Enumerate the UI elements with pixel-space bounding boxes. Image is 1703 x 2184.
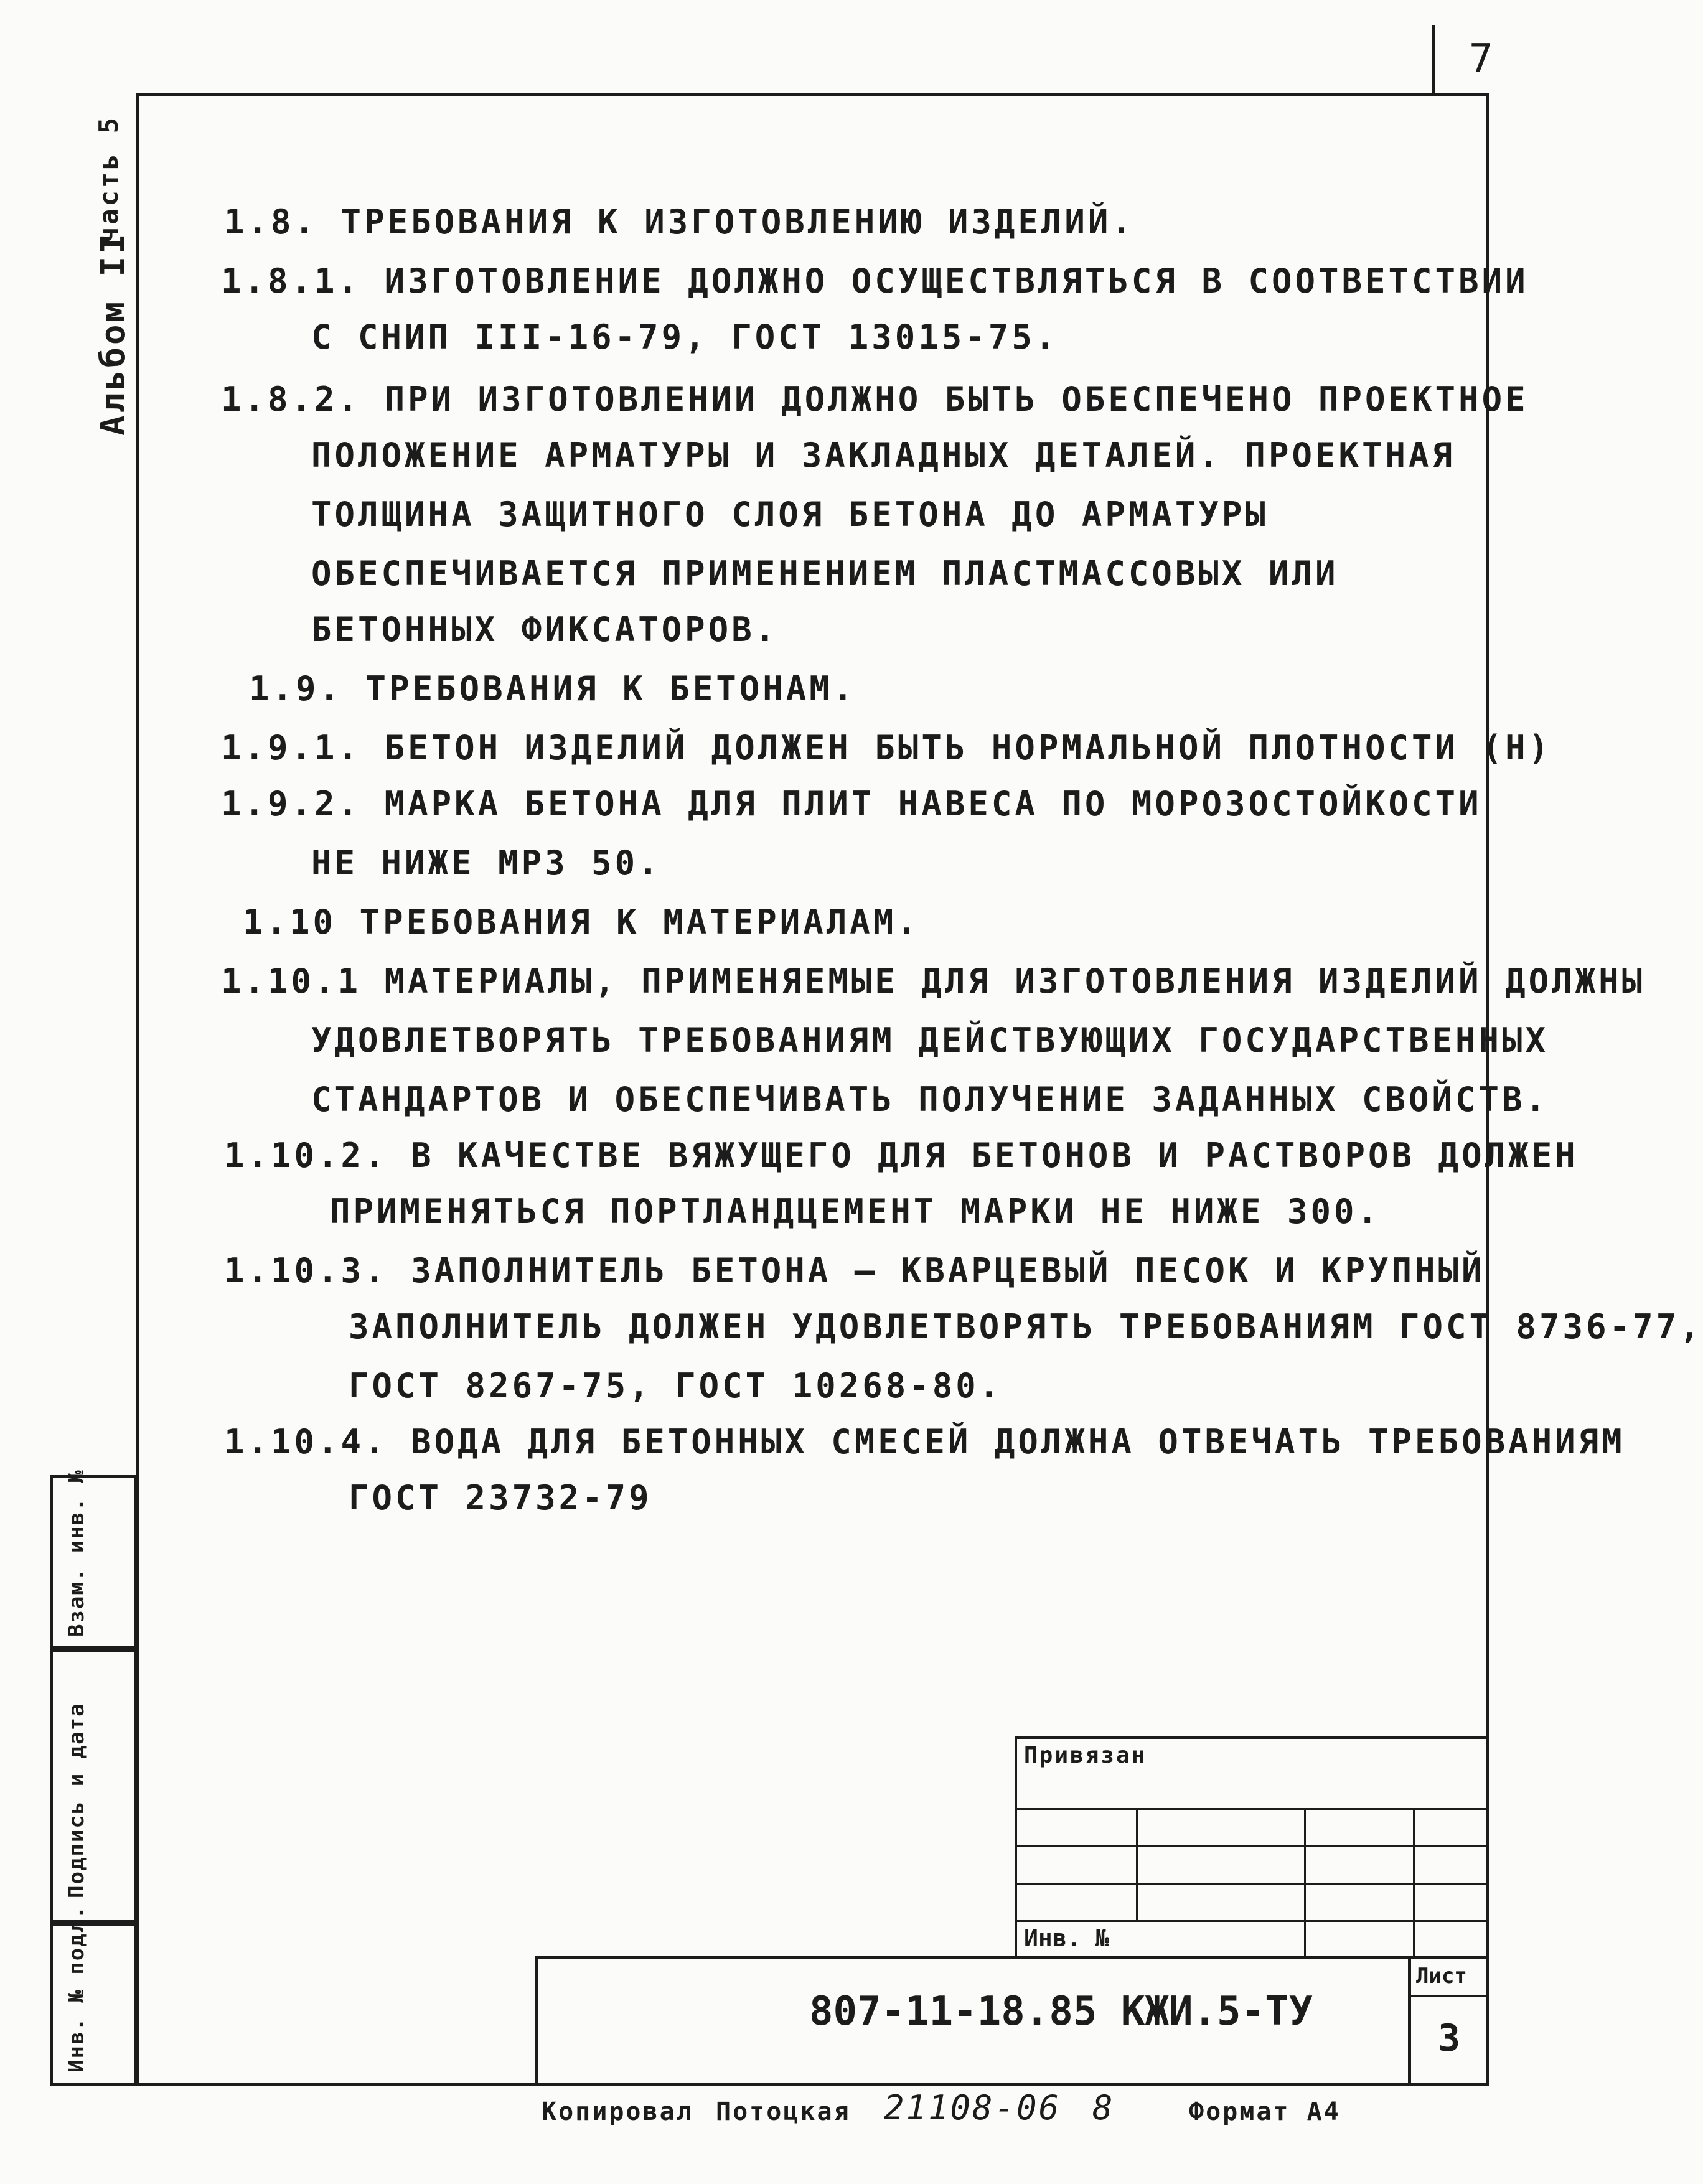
title-block-sheet-label: Лист [1416, 1964, 1467, 1989]
text-line: УДОВЛЕТВОРЯТЬ ТРЕБОВАНИЯМ ДЕЙСТВУЮЩИХ ГОСУДАРСТВЕННЫХ [311, 1021, 1549, 1060]
text-line: СТАНДАРТОВ И ОБЕСПЕЧИВАТЬ ПОЛУЧЕНИЕ ЗАДАННЫХ СВОЙСТВ. [311, 1080, 1549, 1119]
text-line: 1.8. ТРЕБОВАНИЯ К ИЗГОТОВЛЕНИЮ ИЗДЕЛИЙ. [224, 202, 1135, 241]
footer-format: Формат А4 [1189, 2097, 1341, 2126]
text-line: 1.9.1. БЕТОН ИЗДЕЛИЙ ДОЛЖЕН БЫТЬ НОРМАЛЬНОЙ ПЛОТНОСТИ (Н) [221, 728, 1552, 767]
text-line: НЕ НИЖЕ МРЗ 50. [311, 843, 662, 883]
text-line: 1.10 ТРЕБОВАНИЯ К МАТЕРИАЛАМ. [243, 902, 920, 942]
title-block-code: 807-11-18.85 КЖИ.5-ТУ [809, 1989, 1313, 2035]
text-line: 1.10.4. ВОДА ДЛЯ БЕТОННЫХ СМЕСЕЙ ДОЛЖНА ОТВЕЧАТЬ ТРЕБОВАНИЯМ [224, 1422, 1625, 1461]
text-line: С СНИП III-16-79, ГОСТ 13015-75. [311, 317, 1059, 357]
text-line: ПОЛОЖЕНИЕ АРМАТУРЫ И ЗАКЛАДНЫХ ДЕТАЛЕЙ. ПРОЕКТНАЯ [311, 436, 1456, 475]
text-line: ТОЛЩИНА ЗАЩИТНОГО СЛОЯ БЕТОНА ДО АРМАТУРЫ [311, 495, 1269, 534]
stamp-inv-original [50, 1923, 137, 2086]
text-line: ГОСТ 8267-75, ГОСТ 10268-80. [349, 1366, 1003, 1405]
page-number: 7 [1469, 36, 1493, 82]
text-line: 1.9. ТРЕБОВАНИЯ К БЕТОНАМ. [249, 669, 856, 708]
title-block-sheet-no: 3 [1438, 2017, 1461, 2060]
text-line: ЗАПОЛНИТЕЛЬ ДОЛЖЕН УДОВЛЕТВОРЯТЬ ТРЕБОВАНИЯМ ГОСТ 8736-77, [349, 1307, 1703, 1346]
stamp-replace-inv [50, 1475, 137, 1649]
footer-copied-by: Потоцкая [716, 2097, 851, 2126]
title-block-attached: Привязан [1024, 1743, 1147, 1768]
text-line: ПРИМЕНЯТЬСЯ ПОРТЛАНДЦЕМЕНТ МАРКИ НЕ НИЖЕ 300. [330, 1192, 1381, 1231]
side-part-label: часть 5 [93, 115, 124, 243]
stamp-signature-date-label: Подпись и дата [64, 1702, 89, 1898]
side-album-label: Альбом II [93, 231, 133, 436]
text-line: 1.8.1. ИЗГОТОВЛЕНИЕ ДОЛЖНО ОСУЩЕСТВЛЯТЬСЯ В СООТВЕТСТВИИ [221, 261, 1529, 301]
text-line: 1.8.2. ПРИ ИЗГОТОВЛЕНИИ ДОЛЖНО БЫТЬ ОБЕСПЕЧЕНО ПРОЕКТНОЕ [221, 380, 1529, 419]
stamp-signature-date [50, 1649, 137, 1923]
footer-number: 21108-06 [884, 2088, 1061, 2127]
title-block-inv-no: Инв. № [1024, 1924, 1110, 1952]
text-line: ГОСТ 23732-79 [349, 1478, 652, 1517]
text-line: ОБЕСПЕЧИВАЕТСЯ ПРИМЕНЕНИЕМ ПЛАСТМАССОВЫХ ИЛИ [311, 554, 1339, 593]
text-line: 1.10.2. В КАЧЕСТВЕ ВЯЖУЩЕГО ДЛЯ БЕТОНОВ И РАСТВОРОВ ДОЛЖЕН [224, 1136, 1579, 1175]
text-line: 1.10.3. ЗАПОЛНИТЕЛЬ БЕТОНА — КВАРЦЕВЫЙ ПЕСОК И КРУПНЫЙ [224, 1251, 1485, 1290]
stamp-inv-original-label: Инв. № подл. [64, 1905, 89, 2073]
text-line: БЕТОННЫХ ФИКСАТОРОВ. [311, 610, 779, 649]
footer-copied-label: Копировал [542, 2097, 693, 2126]
footer-number-2: 8 [1092, 2088, 1115, 2127]
text-line: 1.10.1 МАТЕРИАЛЫ, ПРИМЕНЯЕМЫЕ ДЛЯ ИЗГОТОВЛЕНИЯ ИЗДЕЛИЙ ДОЛЖНЫ [221, 962, 1646, 1001]
stamp-replace-inv-label: Взам. инв. № [64, 1469, 89, 1637]
text-line: 1.9.2. МАРКА БЕТОНА ДЛЯ ПЛИТ НАВЕСА ПО МОРОЗОСТОЙКОСТИ [221, 784, 1482, 823]
